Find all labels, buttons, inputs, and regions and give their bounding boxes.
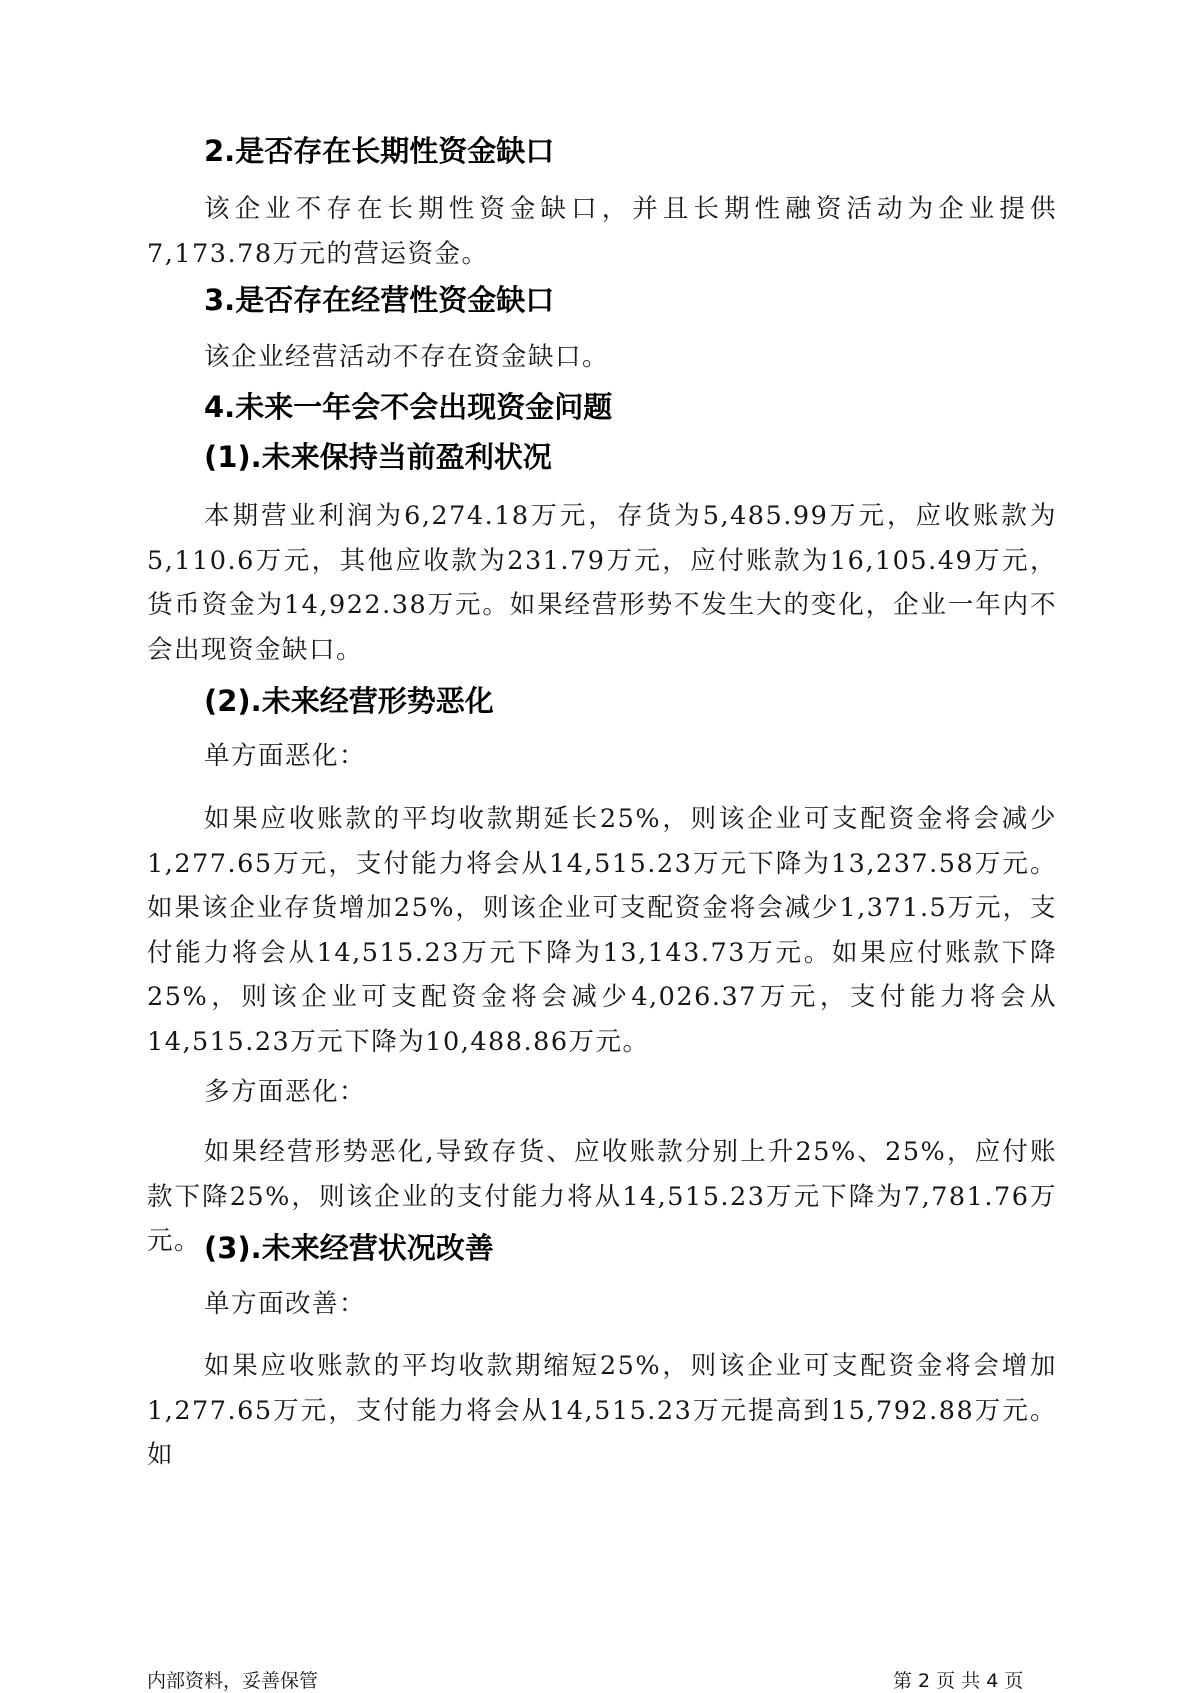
heading-next-year: 4.未来一年会不会出现资金问题 — [204, 390, 613, 424]
heading-operating-gap: 3.是否存在经营性资金缺口 — [204, 283, 555, 317]
paragraph-operating-gap: 该企业经营活动不存在资金缺口。 — [204, 342, 610, 372]
heading-worsening: (2).未来经营形势恶化 — [204, 684, 494, 718]
paragraph-current-profit: 本期营业利润为6,274.18万元，存货为5,485.99万元，应收账款为5,110.6万元，其他应收款为231.79万元，应付账款为16,105.49万元，货币资金为14,922.38万元。如果经营形势不发生大的变化，企业一年内不会出现资金缺口。 — [147, 501, 1057, 665]
label-multi-worsening: 多方面恶化： — [204, 1077, 367, 1107]
footer-confidential-note: 内部资料，妥善保管 — [147, 1670, 319, 1692]
paragraph-long-term-gap: 该企业不存在长期性资金缺口，并且长期性融资活动为企业提供7,173.78万元的营运资金。 — [147, 194, 1057, 269]
footer-page-number: 第 2 页 共 4 页 — [893, 1670, 1024, 1692]
heading-long-term-gap: 2.是否存在长期性资金缺口 — [204, 134, 555, 168]
label-single-improvement: 单方面改善： — [204, 1289, 367, 1319]
heading-current-profit: (1).未来保持当前盈利状况 — [204, 440, 552, 474]
paragraph-single-worsening: 如果应收账款的平均收款期延长25%，则该企业可支配资金将会减少1,277.65万元，支付能力将会从14,515.23万元下降为13,237.58万元。如果该企业存货增加25%，则该企业可支配资金将会减少1,371.5万元，支付能力将会从14,515.23万元下降为13,143.73万元。如果应付账款下降25%，则该企业可支配资金将会减少4,026.37万元，支付能力将会从14,515.23万元下降为10,488.86万元。 — [147, 804, 1057, 1057]
paragraph-single-improvement: 如果应收账款的平均收款期缩短25%，则该企业可支配资金将会增加1,277.65万元，支付能力将会从14,515.23万元提高到15,792.88万元。如 — [147, 1351, 1057, 1470]
paragraph-multi-worsening: 如果经营形势恶化,导致存货、应收账款分别上升25%、25%，应付账款下降25%，则该企业的支付能力将从14,515.23万元下降为7,781.76万元。 — [147, 1137, 1057, 1256]
heading-improvement: (3).未来经营状况改善 — [204, 1231, 494, 1265]
label-single-worsening: 单方面恶化： — [204, 741, 367, 771]
